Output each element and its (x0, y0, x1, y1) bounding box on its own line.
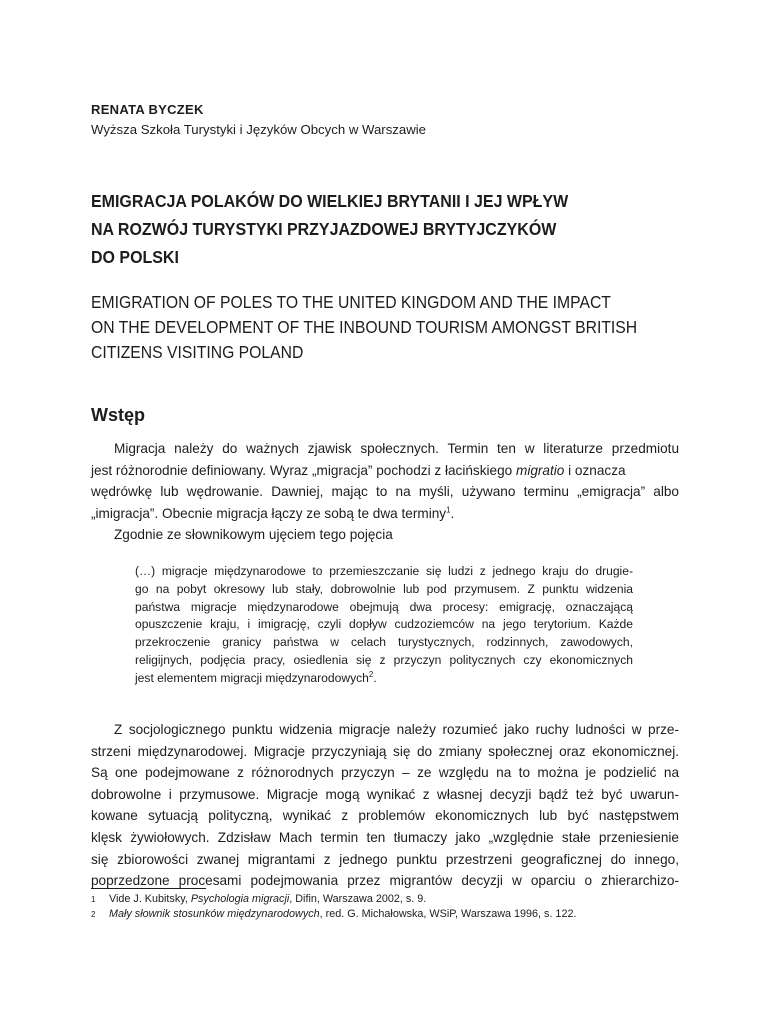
quote-line: państwa migracje międzynarodowe obejmują dwa procesy: emigrację, oznaczającą (135, 599, 633, 614)
text-segment: , red. G. Michałowska, WSiP, Warszawa 1996, s. 122. (319, 908, 577, 920)
text-line: Są one podejmowane z różnorodnych przyczyn – ze względu na to można je podzielić na (91, 765, 679, 781)
quote-line: przekroczenie granicy państwa w celach turystycznych, rodzinnych, zawodowych, (135, 635, 633, 650)
text-segment (91, 460, 626, 482)
text-segment: jest różnorodnie definiowany. Wyraz „migracja” pochodzi z łacińskiego (91, 462, 516, 478)
author-name: RENATA BYCZEK (91, 102, 204, 117)
author-affiliation: Wyższa Szkoła Turystyki i Języków Obcych w Warszawie (91, 122, 427, 137)
title-english-line: ON THE DEVELOPMENT OF THE INBOUND TOURISM AMONGST BRITISH (91, 317, 638, 337)
footnote-number: 1 (91, 895, 96, 904)
title-english (91, 290, 677, 365)
paragraph-sociology (91, 719, 679, 892)
title-polish-line: NA ROZWÓJ TURYSTYKI PRZYJAZDOWEJ BRYTYJCZYKÓW (91, 219, 557, 239)
text-segment: . (450, 505, 455, 521)
italic-title: Mały słownik stosunków międzynarodowych (109, 908, 320, 920)
text-line: Migracja należy do ważnych zjawisk społecznych. Termin ten w literaturze przedmiotu (114, 441, 679, 456)
text-line: poprzedzone procesami podejmowania przez migrantów decyzji w oparciu o zhierarchizo- (91, 873, 679, 889)
block-quote (135, 563, 633, 688)
text-line: się zbiorowości zwanej migrantami z jednego punktu przestrzeni geograficznej do innego, (91, 851, 679, 867)
title-polish-line: EMIGRACJA POLAKÓW DO WIELKIEJ BRYTANII I JEJ WPŁYW (91, 191, 569, 211)
footnote-ref[interactable]: 2 (368, 669, 374, 679)
text-segment: Vide J. Kubitsky, (109, 893, 191, 905)
text-line: strzeni międzynarodowej. Migracje przyczyniają się do zmiany społecznej oraz ekonomicznej. (91, 743, 679, 759)
quote-line: opuszczenie kraju, i imigrację, czyli dopływ cudzoziemców na jego terytorium. Każde (135, 617, 633, 632)
text-segment: jest elementem migracji międzynarodowych (135, 670, 369, 685)
text-line: wędrówkę lub wędrowanie. Dawniej, mając to na myśli, używano terminu „emigracja” albo (91, 484, 679, 500)
footnote-ref[interactable]: 1 (446, 505, 451, 515)
title-english-line: EMIGRATION OF POLES TO THE UNITED KINGDOM AND THE IMPACT (91, 292, 611, 312)
footnote-number: 2 (91, 910, 96, 919)
text-line: kowane sytuacją polityczną, wynikać z problemów ekonomicznych lub być następstwem (91, 808, 679, 824)
footnote-divider (91, 888, 206, 889)
italic-term: migratio (516, 462, 565, 478)
footnotes (91, 892, 679, 922)
title-polish (91, 187, 649, 271)
text-line: Z socjologicznego punktu widzenia migracje należy rozumieć jako ruchy ludności w prze- (114, 722, 679, 737)
text-line: klęsk żywiołowych. Zdzisław Mach termin ten tłumaczy jako „względnie stałe przeniesienie (91, 829, 679, 845)
footnote (91, 907, 679, 922)
text-segment: i oznacza (564, 462, 626, 478)
title-english-line: CITIZENS VISITING POLAND (91, 342, 304, 362)
text-line (91, 503, 679, 525)
text-line (91, 460, 679, 482)
quote-line: religijnych, podjęcia pracy, osiedlenia się z przyczyn politycznych czy ekonomicznych (135, 652, 633, 667)
section-heading: Wstęp (91, 405, 145, 425)
text-line: dobrowolne i przymusowe. Migracje mogą wynikać z własnej decyzji bądź też być uwarun- (91, 786, 679, 802)
text-segment: , Difin, Warszawa 2002, s. 9. (289, 893, 427, 905)
title-polish-line: DO POLSKI (91, 247, 179, 267)
paragraph-intro (91, 438, 679, 546)
quote-line: go na pobyt okresowy lub stały, dobrowolnie lub pod przymusem. Z punktu widzenia (135, 581, 633, 596)
text-line: Zgodnie ze słownikowym ujęciem tego pojęcia (114, 527, 393, 543)
quote-line: (…) migracje międzynarodowe to przemieszczanie się ludzi z jednego kraju do drugie- (135, 564, 633, 578)
quote-line (135, 670, 633, 688)
text-segment: . (373, 670, 377, 685)
italic-title: Psychologia migracji (190, 893, 290, 905)
text-segment: „imigracja”. Obecnie migracja łączy ze sobą te dwa terminy (91, 505, 447, 521)
footnote (91, 892, 679, 907)
